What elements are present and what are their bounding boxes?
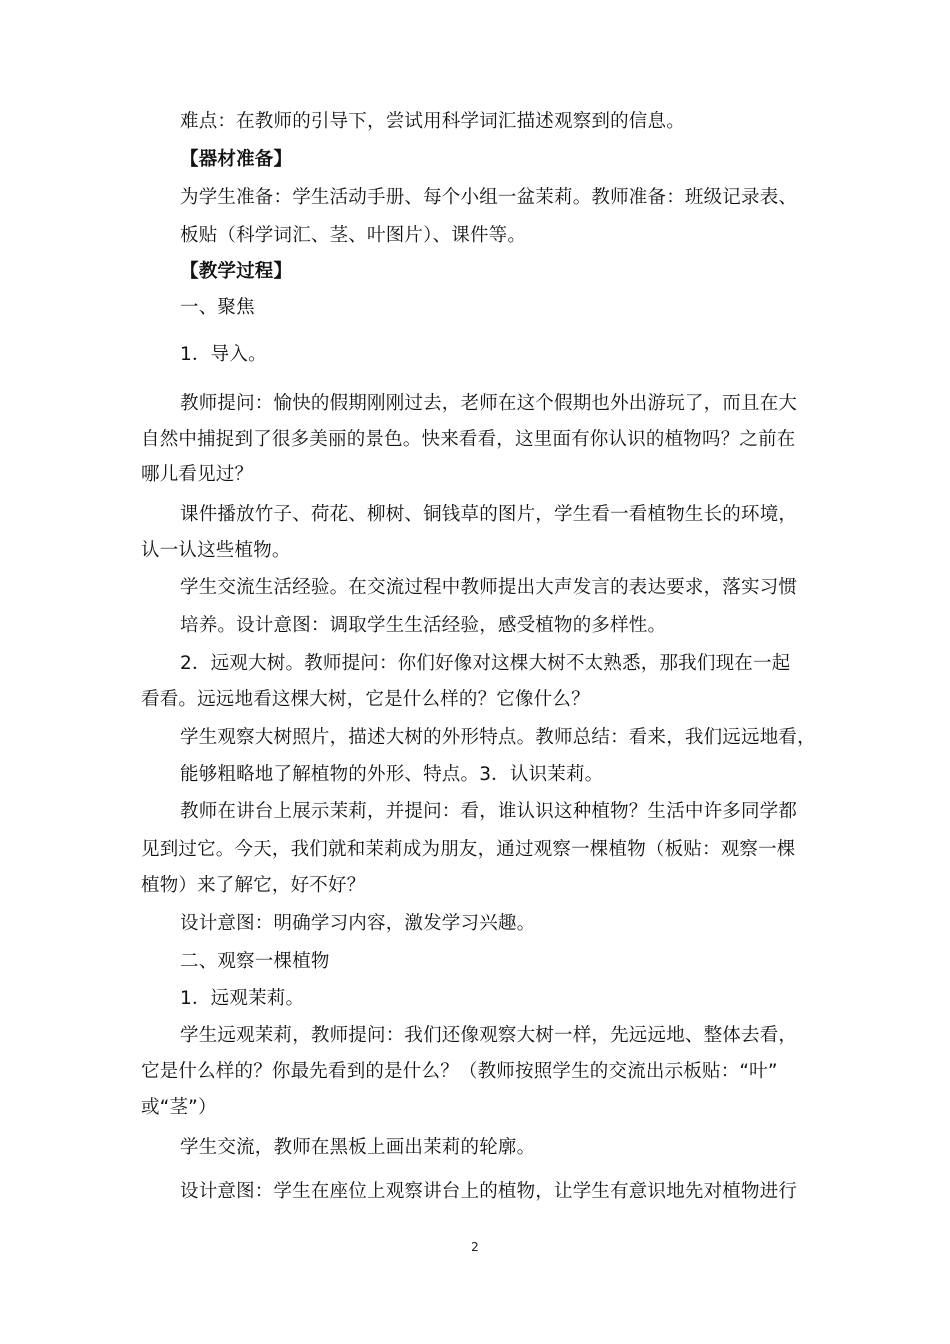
text-line: 哪儿看见过？ [141, 464, 254, 485]
text-line: 教师在讲台上展示茉莉，并提问：看，谁认识这种植物？生活中许多同学都 [180, 801, 798, 822]
page-number: 2 [471, 1240, 479, 1254]
text-line: 课件播放竹子、荷花、柳树、铜钱草的图片，学生看一看植物生长的环境， [180, 504, 798, 525]
text-line: 培养。设计意图：调取学生生活经验，感受植物的多样性。 [180, 615, 667, 636]
text-line: 学生交流生活经验。在交流过程中教师提出大声发言的表达要求，落实习惯 [180, 577, 798, 598]
text-line: 或“茎”） [141, 1097, 217, 1118]
text-line: 2．远观大树。教师提问：你们好像对这棵大树不太熟悉，那我们现在一起 [180, 653, 791, 674]
section-heading: 【教学过程】 [180, 261, 293, 282]
section-heading: 【器材准备】 [180, 149, 293, 170]
text-line: 板贴（科学词汇、茎、叶图片）、课件等。 [180, 225, 527, 246]
text-line: 为学生准备：学生活动手册、每个小组一盆茉莉。教师准备：班级记录表、 [180, 187, 798, 208]
text-line: 见到过它。今天，我们就和茉莉成为朋友，通过观察一棵植物（板贴：观察一棵 [141, 839, 796, 860]
text-line: 设计意图：学生在座位上观察讲台上的植物，让学生有意识地先对植物进行 [180, 1181, 798, 1202]
text-line: 植物）来了解它，好不好？ [141, 875, 366, 896]
text-line: 认一认这些植物。 [141, 540, 291, 561]
text-line: 二、观察一棵植物 [180, 951, 330, 972]
text-line: 学生观察大树照片，描述大树的外形特点。教师总结：看来，我们远远地看， [180, 727, 816, 748]
text-line: 难点：在教师的引导下，尝试用科学词汇描述观察到的信息。 [180, 111, 685, 132]
text-line: 看看。远远地看这棵大树，它是什么样的？它像什么？ [141, 689, 590, 710]
text-line: 设计意图：明确学习内容，激发学习兴趣。 [180, 913, 536, 934]
text-line: 教师提问：愉快的假期刚刚过去，老师在这个假期也外出游玩了，而且在大 [180, 393, 798, 414]
text-line: 它是什么样的？你最先看到的是什么？（教师按照学生的交流出示板贴：“叶” [141, 1061, 778, 1082]
text-line: 学生交流，教师在黑板上画出茉莉的轮廓。 [180, 1137, 536, 1158]
text-line: 自然中捕捉到了很多美丽的景色。快来看看，这里面有你认识的植物吗？之前在 [141, 429, 796, 450]
text-line: 学生远观茉莉，教师提问：我们还像观察大树一样，先远远地、整体去看， [180, 1025, 798, 1046]
text-line: 一、聚焦 [180, 297, 255, 318]
text-line: 能够粗略地了解植物的外形、特点。3．认识茉莉。 [180, 764, 604, 785]
text-line: 1．远观茉莉。 [180, 988, 305, 1009]
text-line: 1．导入。 [180, 344, 267, 365]
